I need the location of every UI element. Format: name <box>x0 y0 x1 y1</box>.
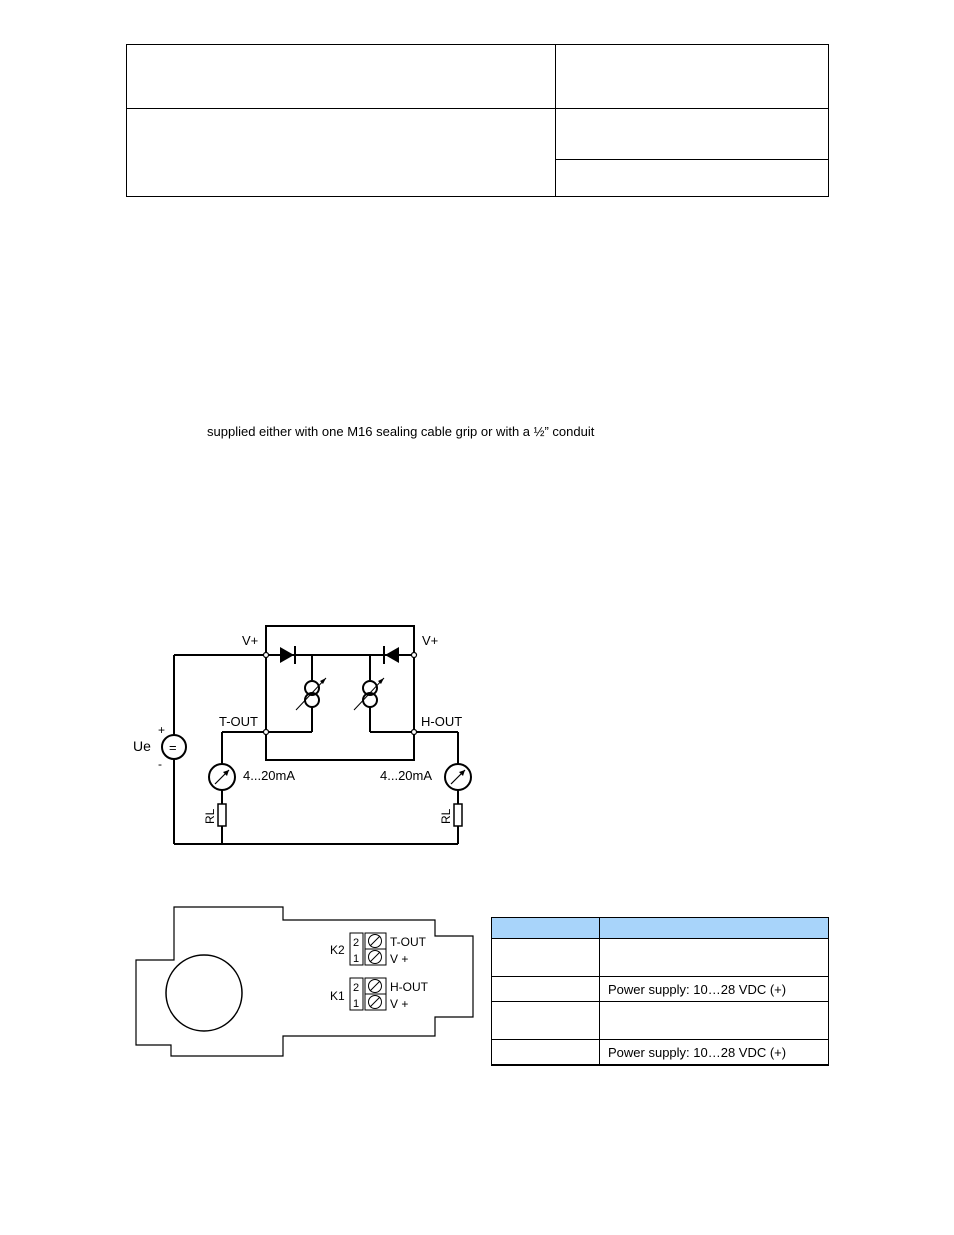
header-divider-vertical <box>555 45 556 196</box>
table-row <box>492 1002 829 1040</box>
sensor-opening <box>166 955 242 1031</box>
table-header-row <box>492 918 829 939</box>
k1-pin2-label: H-OUT <box>390 980 428 994</box>
document-header-table <box>126 44 829 197</box>
label-current-left: 4...20mA <box>243 768 296 783</box>
table-cell <box>492 1002 600 1040</box>
header-divider-horizontal <box>127 108 828 109</box>
wiring-schematic <box>128 618 478 850</box>
table-header-cell <box>600 918 829 939</box>
label-vplus-right: V+ <box>422 633 439 648</box>
body-paragraph: supplied either with one M16 sealing cable grip or with a ½” conduit <box>207 424 595 439</box>
diode-right <box>384 646 399 664</box>
k2-pin1-label: V + <box>390 952 409 966</box>
table-row <box>492 977 829 1002</box>
label-ue: Ue <box>133 738 151 754</box>
k1-pin-1: 1 <box>353 998 360 1010</box>
k2-pin-2: 2 <box>353 937 360 949</box>
table-cell <box>492 1040 600 1066</box>
table-cell: Power supply: 10…28 VDC (+) <box>600 1040 829 1066</box>
label-vplus-left: V+ <box>242 633 259 648</box>
header-divider-right-cell <box>556 159 829 160</box>
k1-pin1-label: V + <box>390 997 409 1011</box>
board-layout <box>134 902 479 1078</box>
load-resistor-right <box>454 804 462 826</box>
table-cell <box>600 1002 829 1040</box>
label-rl-right: RL <box>439 808 453 824</box>
diode-left <box>280 646 295 664</box>
label-k1: K1 <box>330 989 345 1003</box>
label-t-out: T-OUT <box>219 714 258 729</box>
table-cell <box>600 939 829 977</box>
module-box-bottom <box>266 732 414 760</box>
load-resistor-left <box>218 804 226 826</box>
label-plus: + <box>158 723 166 737</box>
k1-pin-2: 2 <box>353 982 360 994</box>
table-row <box>492 939 829 977</box>
label-k2: K2 <box>330 943 345 957</box>
table-cell: Power supply: 10…28 VDC (+) <box>600 977 829 1002</box>
label-current-right: 4...20mA <box>380 768 433 783</box>
k2-pin-1: 1 <box>353 953 360 965</box>
table-cell <box>492 939 600 977</box>
table-header-cell <box>492 918 600 939</box>
label-rl-left: RL <box>203 808 217 824</box>
table-row <box>492 1040 829 1066</box>
label-minus: - <box>158 757 162 771</box>
terminal-table <box>491 917 829 1066</box>
module-box-top <box>266 626 414 654</box>
label-h-out: H-OUT <box>421 714 463 729</box>
table-cell <box>492 977 600 1002</box>
k2-pin2-label: T-OUT <box>390 935 426 949</box>
label-equals: = <box>169 740 177 755</box>
